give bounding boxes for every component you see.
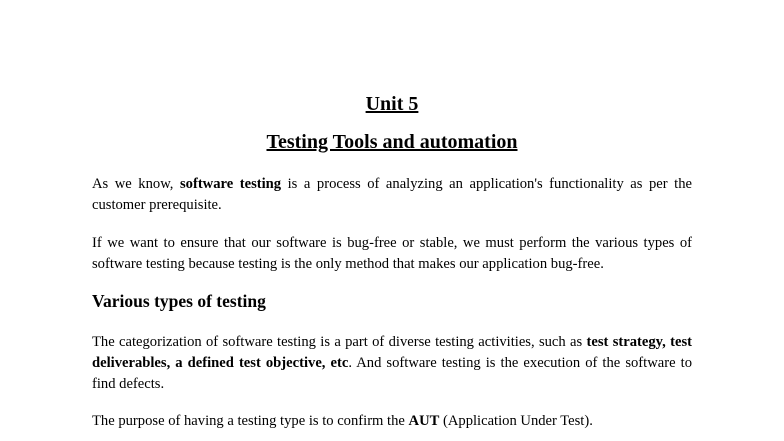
paragraph-purpose [92,411,692,432]
paragraph-bug-free: If we want to ensure that our software is bug-free or stable, we must perform the various types of software testing because testing is the only method that makes our application bug-free. [92,235,692,272]
bold-term: AUT [408,413,440,429]
section-heading: Various types of testing [92,291,266,311]
paragraph-categorization [92,332,692,395]
paragraph-text: . And software testing is the execution of the software to find defects. [92,355,692,392]
bold-term: software testing [179,176,282,192]
chapter-title: Testing Tools and automation [266,131,518,153]
unit-title: Unit 5 [365,93,419,115]
paragraph-text: (Application Under Test). [439,413,593,429]
paragraph-software-testing-definition [92,174,692,216]
paragraph-text: The categorization of software testing is a part of diverse testing activities, such as [92,334,587,350]
paragraph-text: The purpose of having a testing type is to confirm the [92,413,409,429]
bold-term: test strategy, test deliverables, a defined test objective, etc [92,334,692,371]
paragraph-text: As we know, [92,176,180,192]
paragraph-text: is a process of analyzing an application's functionality as per the customer prerequisite. [92,176,692,213]
